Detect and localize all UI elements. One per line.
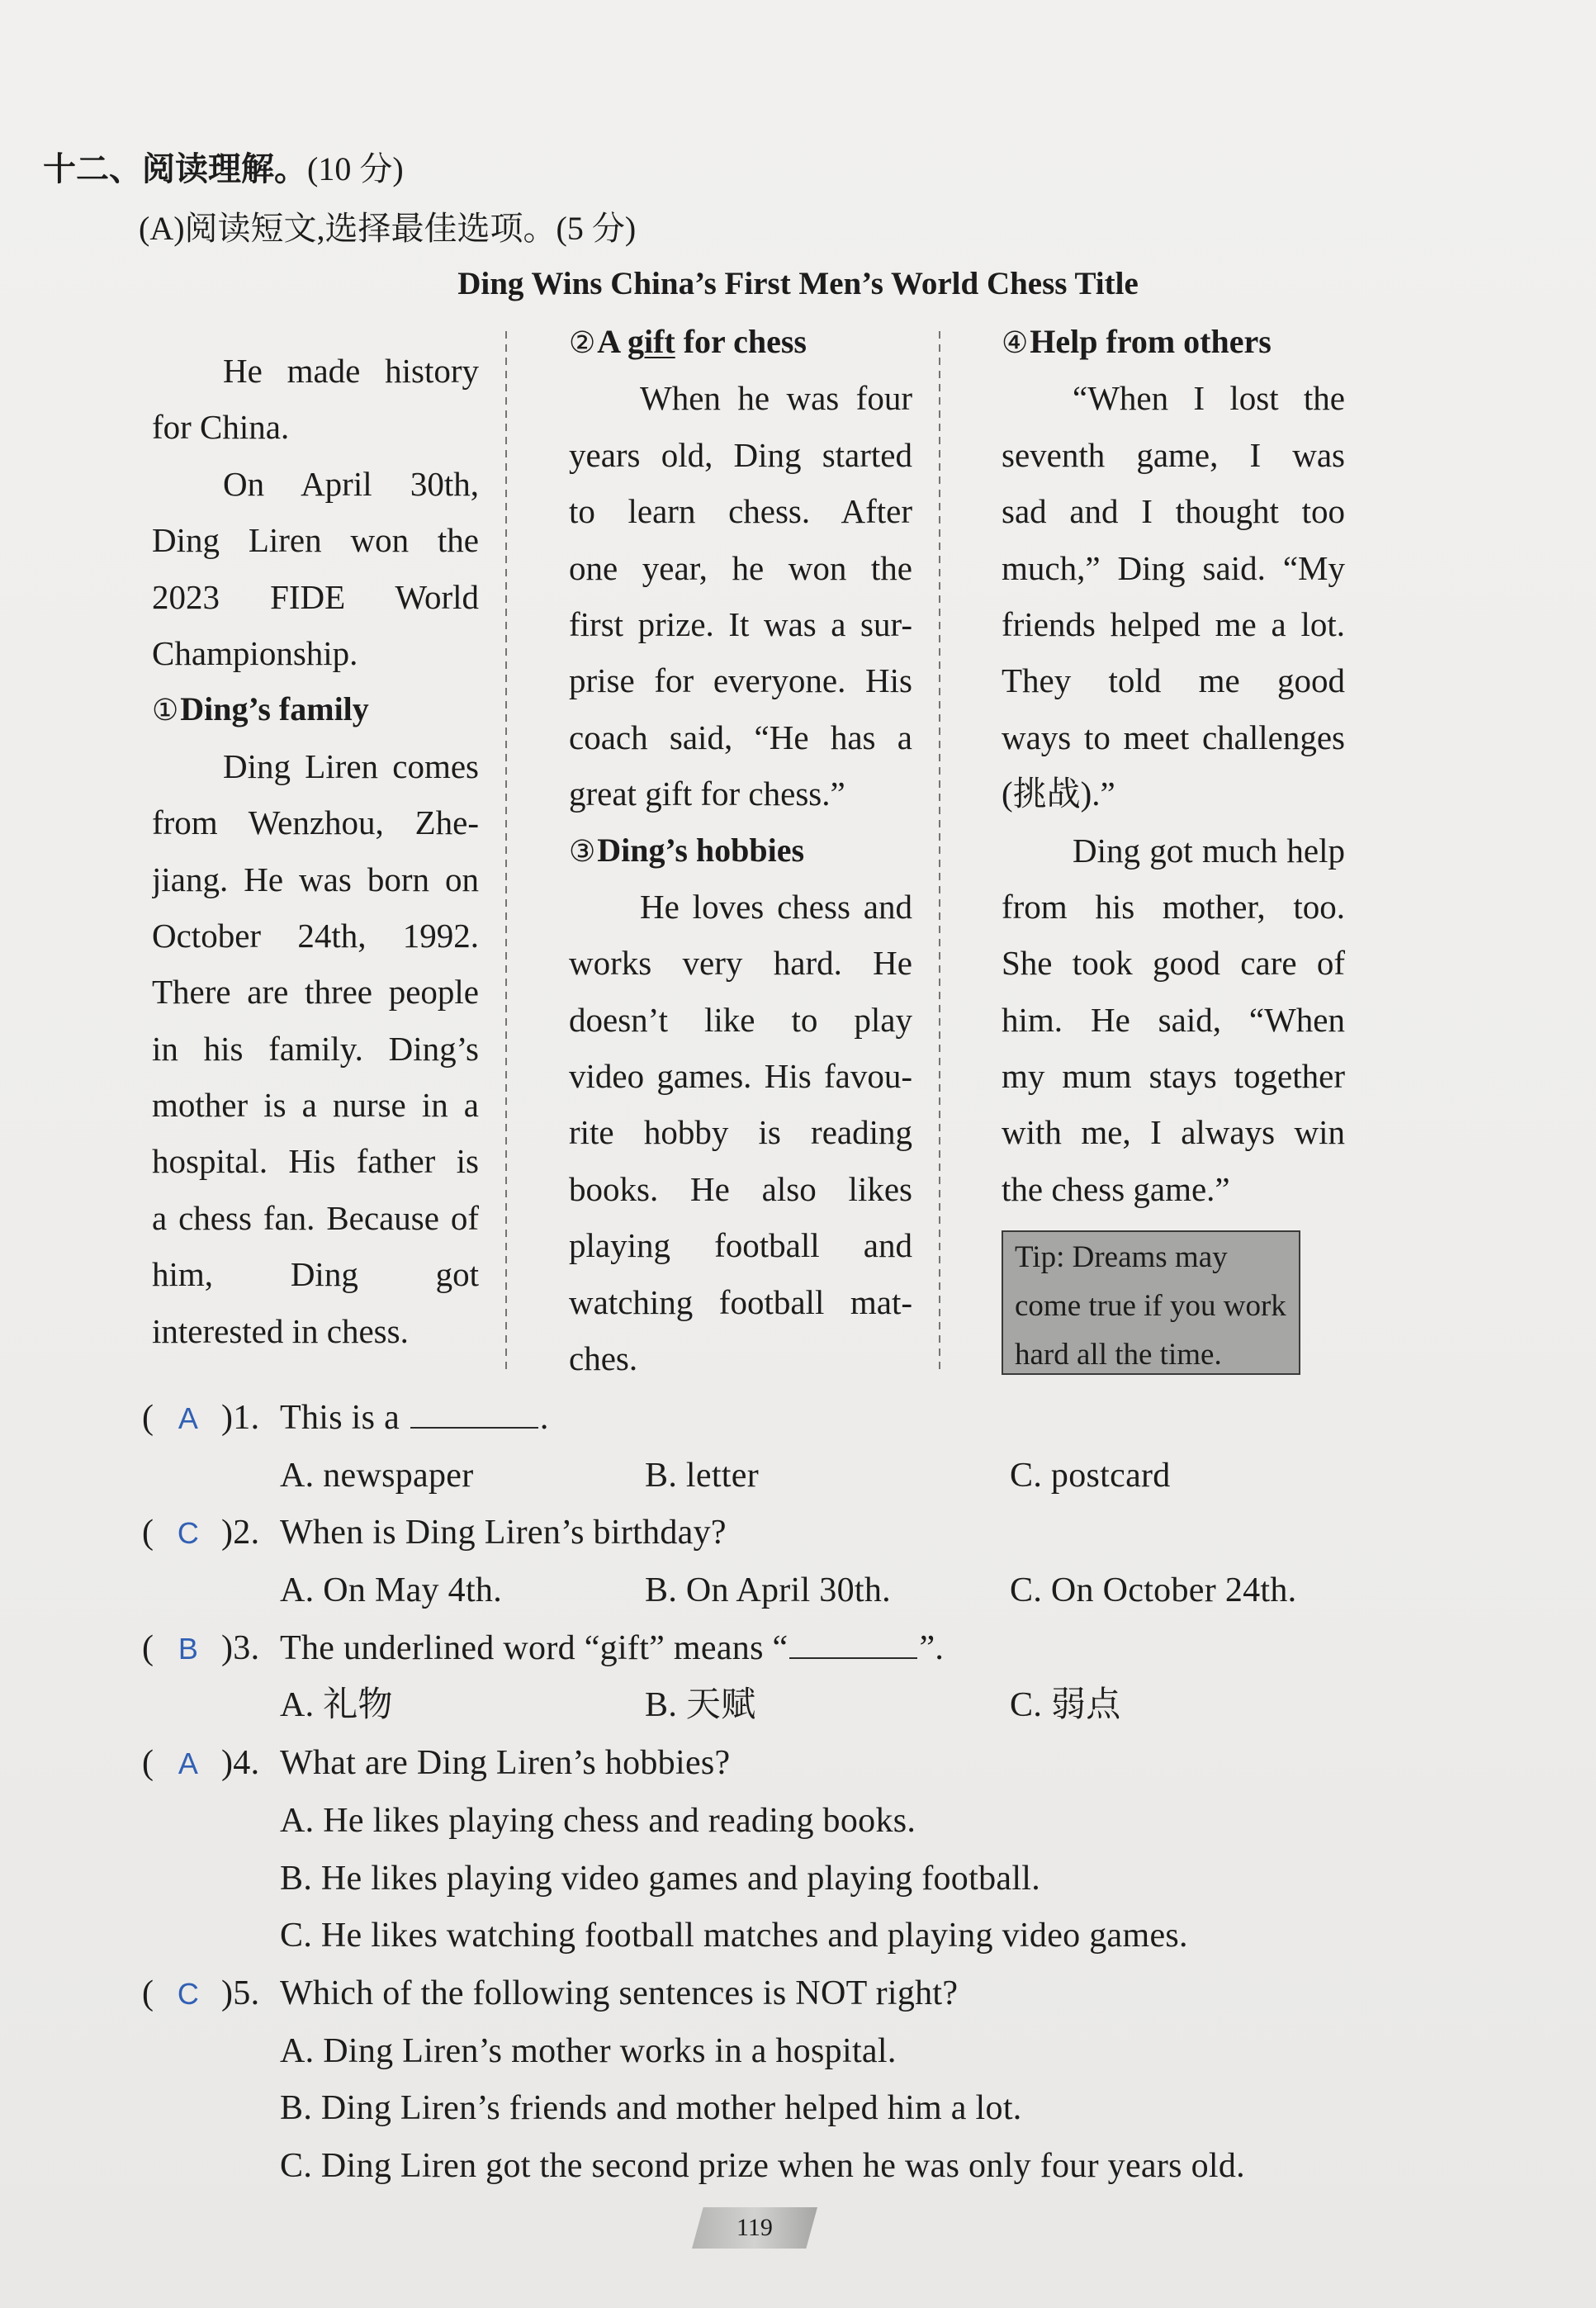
answer-letter: A: [178, 1746, 199, 1781]
question-number-value: 3.: [233, 1628, 260, 1667]
answer-bracket-close: ): [221, 1514, 234, 1552]
question-text: [280, 1390, 549, 1448]
part-heading: [139, 204, 636, 254]
question-number-value: 1.: [233, 1399, 260, 1437]
text-line: from Wenzhou, Zhe-: [152, 803, 479, 842]
answer-blank: [789, 1633, 917, 1659]
question-text-part: When is Ding Liren’s birthday?: [280, 1514, 727, 1552]
text-line: Championship.: [152, 633, 358, 672]
option-c: C. He likes watching football matches and playing video games.: [280, 1917, 1188, 1955]
options-row: [0, 1793, 1596, 1851]
underlined-word: gift: [627, 323, 675, 360]
text-line: hospital. His father is: [152, 1142, 479, 1181]
text-line: great gift for chess.”: [569, 775, 845, 813]
subsection-heading-text: Ding’s hobbies: [597, 831, 805, 869]
tip-line: hard all the time.: [1015, 1338, 1222, 1372]
text-line: 2023 FIDE World: [152, 577, 479, 616]
question-text: [280, 1965, 958, 2023]
text-line: to learn chess. After: [569, 492, 912, 531]
text-line: my mum stays together: [1002, 1057, 1345, 1096]
option-a: A. On May 4th.: [280, 1571, 503, 1610]
subsection-heading-text: Help from others: [1030, 323, 1272, 360]
text-line: much,” Ding said. “My: [1002, 548, 1345, 587]
question-text-part: .: [539, 1399, 549, 1437]
options-row: [0, 1677, 1596, 1735]
answer-letter: B: [178, 1631, 199, 1666]
question-number: [221, 1620, 259, 1678]
subsection-number: ④: [1002, 326, 1029, 360]
answer-bracket-open: (: [142, 1514, 154, 1552]
answer-bracket-close: ): [221, 1399, 234, 1437]
page-number: 119: [736, 2214, 773, 2241]
text-line: There are three people: [152, 973, 479, 1012]
text-line: him, Ding got: [152, 1255, 479, 1294]
answer-letter: A: [178, 1401, 199, 1435]
question-list: [0, 1390, 1596, 2196]
option-b: B. letter: [645, 1456, 759, 1495]
question-number-value: 4.: [233, 1744, 260, 1783]
section-title: 十二、阅读理解。: [43, 150, 307, 187]
text-line: prise for everyone. His: [569, 661, 912, 700]
text-line: Ding Liren comes: [223, 746, 479, 785]
question-item: [0, 1965, 1596, 2196]
question-item: [0, 1390, 1596, 1505]
question-number: [221, 1735, 259, 1793]
question-stem-row: [0, 1620, 1596, 1678]
text-line: “When I lost the: [1073, 379, 1345, 418]
question-item: [0, 1735, 1596, 1965]
option-b: B. On April 30th.: [645, 1571, 891, 1610]
option-c: C. Ding Liren got the second prize when he was only four years old.: [280, 2146, 1245, 2185]
question-item: [0, 1620, 1596, 1735]
text-line: with me, I always win: [1002, 1113, 1345, 1152]
text-line: She took good care of: [1002, 944, 1345, 983]
text-line: He loves chess and: [640, 887, 912, 926]
subsection-number: ①: [152, 694, 179, 728]
text-line: coach said, “He has a: [569, 718, 912, 756]
column-divider: [505, 331, 507, 1371]
question-number-value: 2.: [233, 1514, 260, 1552]
question-stem-row: [0, 1965, 1596, 2023]
options-row: [0, 2080, 1596, 2138]
text-line: works very hard. He: [569, 944, 912, 983]
question-stem-row: [0, 1390, 1596, 1448]
option-a: A. newspaper: [280, 1456, 474, 1495]
subsection-heading: [1002, 314, 1345, 370]
subsection-heading: [569, 314, 912, 370]
text-line: (挑战).”: [1002, 775, 1115, 813]
question-text: [280, 1735, 730, 1793]
text-line: playing football and: [569, 1226, 912, 1265]
option-a: A. He likes playing chess and reading books.: [280, 1801, 916, 1840]
subsection-number: ③: [569, 834, 596, 869]
options-row: [0, 1851, 1596, 1908]
answer-bracket-open: (: [142, 1744, 154, 1783]
article-column-1: [152, 343, 479, 1359]
text-line: When he was four: [640, 379, 912, 418]
tip-line: come true if you work: [1015, 1289, 1286, 1323]
text-line: mother is a nurse in a: [152, 1086, 479, 1125]
answer-bracket-open: (: [142, 1628, 154, 1667]
article-column-2: [569, 314, 912, 1386]
text-line: him. He said, “When: [1002, 1000, 1345, 1039]
subsection-heading: [569, 822, 912, 879]
tip-line: Tip: Dreams may: [1015, 1240, 1228, 1274]
text-line: from his mother, too.: [1002, 887, 1345, 926]
text-line: seventh game, I was: [1002, 435, 1345, 474]
option-c: C. postcard: [1010, 1456, 1171, 1495]
options-row: [0, 1448, 1596, 1505]
section-heading: [43, 145, 404, 194]
options-row: [0, 1908, 1596, 1965]
text-line: for China.: [152, 408, 290, 447]
text-line: ways to meet challenges: [1002, 718, 1345, 756]
text-line: watching football mat-: [569, 1282, 912, 1321]
question-number-value: 5.: [233, 1974, 260, 2012]
tip-box: [1002, 1230, 1300, 1375]
option-b: B. 天赋: [645, 1686, 756, 1725]
question-text-part: The underlined word “gift” means “: [280, 1628, 789, 1667]
answer-bracket-close: ): [221, 1974, 234, 2012]
options-row: [0, 2023, 1596, 2081]
question-stem-row: [0, 1505, 1596, 1562]
column-divider: [939, 331, 940, 1371]
answer-bracket-open: (: [142, 1399, 154, 1437]
question-text-part: ”.: [919, 1628, 945, 1667]
part-instruction: (A)阅读短文,选择最佳选项。: [139, 210, 556, 247]
subsection-heading-text: for chess: [675, 323, 807, 360]
answer-bracket-close: ): [221, 1744, 234, 1783]
question-text-part: Which of the following sentences is NOT right?: [280, 1974, 959, 2012]
option-a: A. 礼物: [280, 1686, 393, 1725]
options-row: [0, 2138, 1596, 2196]
text-line: He made history: [223, 352, 479, 390]
section-score: (10 分): [307, 150, 404, 187]
text-line: October 24th, 1992.: [152, 916, 479, 955]
text-line: a chess fan. Because of: [152, 1198, 479, 1237]
text-line: in his family. Ding’s: [152, 1029, 479, 1068]
question-number: [221, 1505, 259, 1562]
text-line: one year, he won the: [569, 548, 912, 587]
text-line: jiang. He was born on: [152, 860, 479, 898]
question-stem-row: [0, 1735, 1596, 1793]
question-number: [221, 1965, 259, 2023]
options-row: [0, 1562, 1596, 1620]
question-item: [0, 1505, 1596, 1619]
answer-letter: C: [177, 1976, 200, 2011]
article-column-3: [1002, 314, 1345, 1217]
text-line: On April 30th,: [223, 464, 479, 503]
text-line: first prize. It was a sur-: [569, 604, 912, 643]
option-b: B. He likes playing video games and playing football.: [280, 1859, 1041, 1898]
option-a: A. Ding Liren’s mother works in a hospital.: [280, 2031, 897, 2070]
text-line: video games. His favou-: [569, 1057, 912, 1096]
answer-bracket-open: (: [142, 1974, 154, 2012]
question-number: [221, 1390, 259, 1448]
text-line: They told me good: [1002, 661, 1345, 700]
part-score: (5 分): [556, 210, 637, 247]
article-title: Ding Wins China’s First Men’s World Chess Title: [457, 266, 1139, 301]
text-line: sad and I thought too: [1002, 492, 1345, 531]
text-line: interested in chess.: [152, 1311, 409, 1350]
text-line: the chess game.”: [1002, 1169, 1230, 1208]
question-text: [280, 1505, 727, 1562]
question-text-part: What are Ding Liren’s hobbies?: [280, 1744, 731, 1783]
text-line: Ding got much help: [1073, 831, 1345, 870]
question-text: [280, 1620, 944, 1678]
subsection-heading-text: A: [597, 323, 628, 360]
subsection-heading-text: Ding’s family: [180, 690, 369, 728]
text-line: books. He also likes: [569, 1169, 912, 1208]
subsection-number: ②: [569, 326, 596, 360]
option-b: B. Ding Liren’s friends and mother helped him a lot.: [280, 2089, 1022, 2128]
text-line: ches.: [569, 1339, 638, 1378]
answer-letter: C: [177, 1516, 200, 1551]
option-c: C. 弱点: [1010, 1686, 1121, 1725]
text-line: friends helped me a lot.: [1002, 604, 1345, 643]
answer-bracket-close: ): [221, 1628, 234, 1667]
text-line: years old, Ding started: [569, 435, 912, 474]
subsection-heading: [152, 681, 479, 737]
option-c: C. On October 24th.: [1010, 1571, 1297, 1610]
text-line: doesn’t like to play: [569, 1000, 912, 1039]
text-line: rite hobby is reading: [569, 1113, 912, 1152]
text-line: Ding Liren won the: [152, 521, 479, 560]
answer-blank: [410, 1402, 538, 1429]
question-text-part: This is a: [280, 1399, 409, 1437]
